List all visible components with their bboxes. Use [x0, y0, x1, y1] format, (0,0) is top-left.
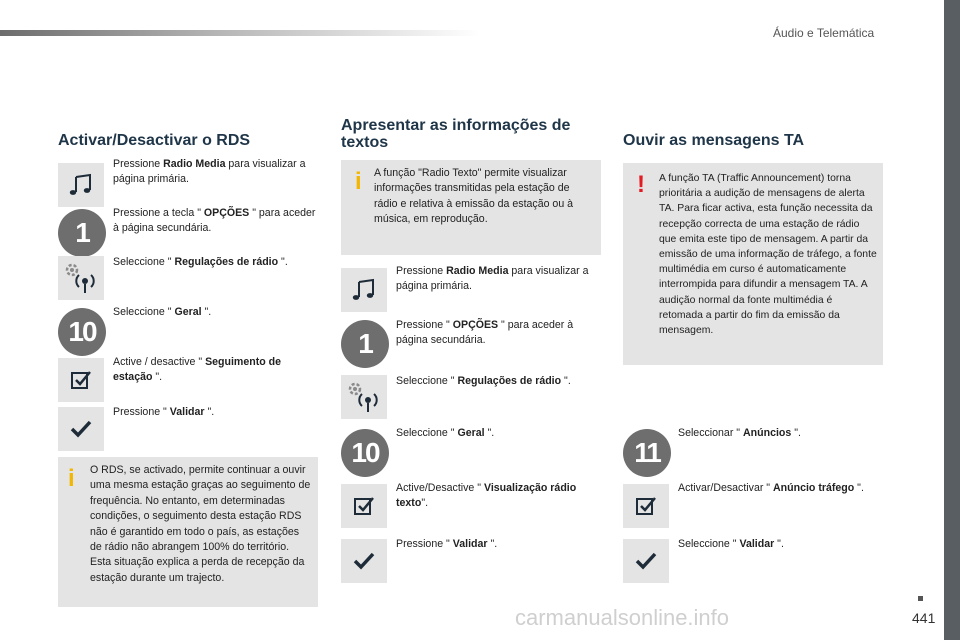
col2-step5: Active/Desactive " Visualização rádio texto".	[396, 482, 577, 509]
col3-step2: Activar/Desactivar " Anúncio tráfego ".	[678, 482, 864, 494]
col1-step5: Active / desactive " Seguimento de estação ".	[113, 356, 282, 383]
section-title: Áudio e Telemática	[773, 26, 875, 40]
col3-warning-box	[623, 163, 883, 365]
col1-info-text: O RDS, se activado, permite continuar a ouvir uma mesma estação graças ao seguimento de frequência. No entanto, em determinadas condições, o seguimento desta estação RDS não é garantido em todo o país, as estações de rádio não abrangem 100% do território. Esta situação explica a perda de recepção da estação durante um trajecto.	[90, 464, 311, 584]
info-icon: i	[68, 465, 75, 492]
check-icon-box	[58, 407, 104, 451]
checkbox-edit-icon	[635, 495, 657, 517]
col1-step1: Pressione Radio Media para visualizar a página primária.	[113, 158, 306, 185]
header-gradient-bar	[0, 30, 480, 36]
col2-title: Apresentar as informações de textos	[341, 117, 571, 151]
checkbox-icon-box	[623, 484, 669, 528]
step-number-1: 1	[58, 209, 106, 257]
checkmark-icon	[635, 552, 657, 570]
col1-info-box	[58, 457, 318, 607]
radio-settings-icon	[346, 380, 382, 414]
music-note-icon	[351, 278, 377, 302]
col1-step3: Seleccione " Regulações de rádio ".	[113, 256, 288, 268]
page-marker	[918, 596, 923, 601]
page-edge-bar	[944, 0, 960, 640]
step-number-10: 10	[341, 429, 389, 477]
watermark: carmanualsonline.info	[515, 605, 730, 630]
col2-step2: Pressione " OPÇÕES " para aceder à página secundária.	[396, 319, 574, 346]
col1-step6: Pressione " Validar ".	[113, 406, 215, 418]
col2-step4: Seleccione " Geral ".	[396, 427, 495, 439]
page-number: 441	[912, 610, 936, 626]
checkbox-edit-icon	[70, 369, 92, 391]
col2-info-text: A função "Radio Texto" permite visualizar informações transmitidas pela estação de rádio e relativa à emissão da estação ou à música, em reprodução.	[374, 167, 574, 226]
radio-settings-icon	[63, 261, 99, 295]
col2-info-box	[341, 160, 601, 255]
col3-step3: Seleccione " Validar ".	[678, 538, 784, 550]
col2-step6: Pressione " Validar ".	[396, 538, 498, 550]
checkbox-icon-box	[58, 358, 104, 402]
checkbox-edit-icon	[353, 495, 375, 517]
check-icon-box	[623, 539, 669, 583]
col3-step1: Seleccionar " Anúncios ".	[678, 427, 801, 439]
col1-step4: Seleccione " Geral ".	[113, 306, 212, 318]
info-icon: i	[355, 168, 362, 195]
step-number-10: 10	[58, 308, 106, 356]
col3-title: Ouvir as mensagens TA	[623, 132, 805, 149]
col2-step1: Pressione Radio Media para visualizar a página primária.	[396, 265, 589, 292]
checkmark-icon	[353, 552, 375, 570]
col3-warning-text: A função TA (Traffic Announcement) torna prioritária a audição de mensagens de alerta TA. Para ficar activa, esta função necessita da recepção correcta de uma estação de rádio que emita este tipo de mensagem. A partir da emissão de uma informação de tráfego, a fonte multimédia em curso é automaticamente interrompida para difundir a mensagem TA. A audição normal da fonte multimédia é retomada a partir do fim da emissão da mensagem.	[659, 173, 877, 337]
music-note-icon	[68, 173, 94, 197]
step-number-1: 1	[341, 320, 389, 368]
col2-step3: Seleccione " Regulações de rádio ".	[396, 375, 571, 387]
warning-icon: !	[637, 171, 645, 198]
step-number-11: 11	[623, 429, 671, 477]
radio-settings-icon-box	[58, 256, 104, 300]
check-icon-box	[341, 539, 387, 583]
checkbox-icon-box	[341, 484, 387, 528]
col1-title: Activar/Desactivar o RDS	[58, 132, 251, 149]
col1-step2: Pressione a tecla " OPÇÕES " para aceder à página secundária.	[113, 207, 316, 234]
music-icon-box	[58, 163, 104, 207]
radio-settings-icon-box	[341, 375, 387, 419]
checkmark-icon	[70, 420, 92, 438]
music-icon-box	[341, 268, 387, 312]
